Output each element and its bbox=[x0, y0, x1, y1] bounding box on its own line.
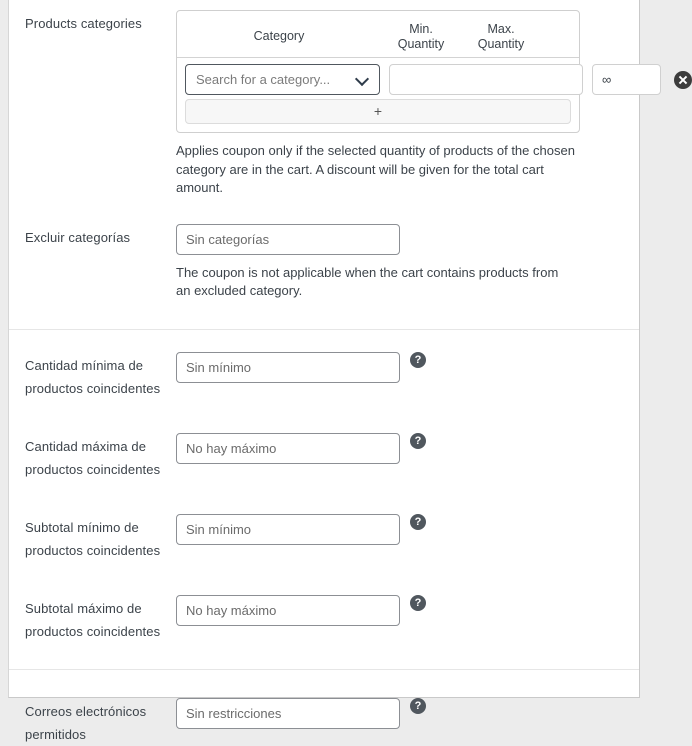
min-subtotal-matching-label-line1: Subtotal mínimo de bbox=[25, 519, 139, 535]
field-min-quantity-matching bbox=[9, 346, 639, 400]
coupon-restrictions-panel bbox=[8, 0, 640, 742]
max-subtotal-matching-label-line1: Subtotal máximo de bbox=[25, 600, 142, 616]
min-quantity-input[interactable] bbox=[389, 64, 583, 95]
min-subtotal-matching-input[interactable] bbox=[176, 514, 400, 545]
min-subtotal-matching-body bbox=[176, 514, 639, 545]
allowed-emails-label bbox=[25, 698, 176, 746]
max-subtotal-matching-input[interactable] bbox=[176, 595, 400, 626]
column-header-min-quantity-line2: Quantity bbox=[397, 37, 445, 51]
min-quantity-matching-input[interactable] bbox=[176, 352, 400, 383]
add-category-row-button[interactable]: + bbox=[185, 99, 571, 124]
section-allowed-emails bbox=[9, 670, 639, 746]
exclude-categories-description: The coupon is not applicable when the cart contains products from an excluded category. bbox=[176, 264, 559, 298]
categories-table-header bbox=[177, 11, 579, 58]
delete-circle-icon[interactable] bbox=[674, 71, 692, 89]
field-exclude-categories bbox=[9, 198, 639, 329]
column-header-category: Category bbox=[253, 29, 305, 43]
min-quantity-matching-label-line1: Cantidad mínima de bbox=[25, 357, 144, 373]
table-row bbox=[177, 58, 612, 99]
max-quantity-matching-body bbox=[176, 433, 639, 464]
max-quantity-matching-label-line1: Cantidad máxima de bbox=[25, 438, 147, 454]
column-header-max-quantity-line2: Quantity bbox=[477, 37, 525, 51]
category-select-value: Search for a category... bbox=[196, 72, 331, 87]
exclude-categories-input[interactable] bbox=[176, 224, 400, 255]
min-quantity-matching-label bbox=[25, 352, 176, 400]
products-categories-body bbox=[176, 10, 639, 198]
field-allowed-emails bbox=[9, 686, 639, 746]
allowed-emails-body bbox=[176, 698, 639, 729]
column-header-max-quantity bbox=[461, 17, 541, 52]
help-icon[interactable]: ? bbox=[410, 433, 426, 449]
min-quantity-matching-label-line2: productos coincidentes bbox=[25, 380, 161, 396]
exclude-categories-body bbox=[176, 224, 639, 301]
column-header-max-quantity-line1: Max. bbox=[487, 22, 515, 36]
min-subtotal-matching-label bbox=[25, 514, 176, 562]
column-header-min-quantity-line1: Min. bbox=[409, 22, 433, 36]
allowed-emails-input[interactable] bbox=[176, 698, 400, 729]
exclude-categories-label: Excluir categorías bbox=[25, 229, 131, 245]
max-quantity-matching-label bbox=[25, 433, 176, 481]
column-header-min-quantity bbox=[381, 17, 461, 52]
field-products-categories bbox=[9, 0, 639, 198]
field-min-subtotal-matching bbox=[9, 481, 639, 562]
section-quantities bbox=[9, 330, 639, 670]
allowed-emails-label-line1: Correos electrónicos bbox=[25, 703, 147, 719]
help-icon[interactable]: ? bbox=[410, 595, 426, 611]
max-subtotal-matching-label bbox=[25, 595, 176, 643]
allowed-emails-label-line2: permitidos bbox=[25, 726, 86, 742]
help-icon[interactable]: ? bbox=[410, 352, 426, 368]
max-subtotal-matching-label-line2: productos coincidentes bbox=[25, 623, 161, 639]
max-subtotal-matching-body bbox=[176, 595, 639, 626]
chevron-down-icon bbox=[356, 73, 369, 86]
products-categories-label: Products categories bbox=[25, 16, 142, 31]
column-header-actions bbox=[541, 17, 579, 52]
max-quantity-matching-input[interactable] bbox=[176, 433, 400, 464]
field-max-subtotal-matching bbox=[9, 562, 639, 653]
help-icon[interactable]: ? bbox=[410, 698, 426, 714]
help-icon[interactable]: ? bbox=[410, 514, 426, 530]
min-subtotal-matching-label-line2: productos coincidentes bbox=[25, 542, 161, 558]
field-max-quantity-matching bbox=[9, 400, 639, 481]
category-select[interactable] bbox=[185, 64, 380, 95]
max-quantity-matching-label-line2: productos coincidentes bbox=[25, 461, 161, 477]
min-quantity-matching-body bbox=[176, 352, 639, 383]
max-quantity-value: ∞ bbox=[602, 72, 612, 87]
max-quantity-input[interactable] bbox=[592, 64, 661, 95]
products-categories-description: Applies coupon only if the selected quantity of products of the chosen category are in the cart. A discount will be given for the total cart amount. bbox=[176, 143, 575, 195]
section-categories bbox=[9, 0, 639, 330]
categories-table bbox=[176, 10, 612, 133]
